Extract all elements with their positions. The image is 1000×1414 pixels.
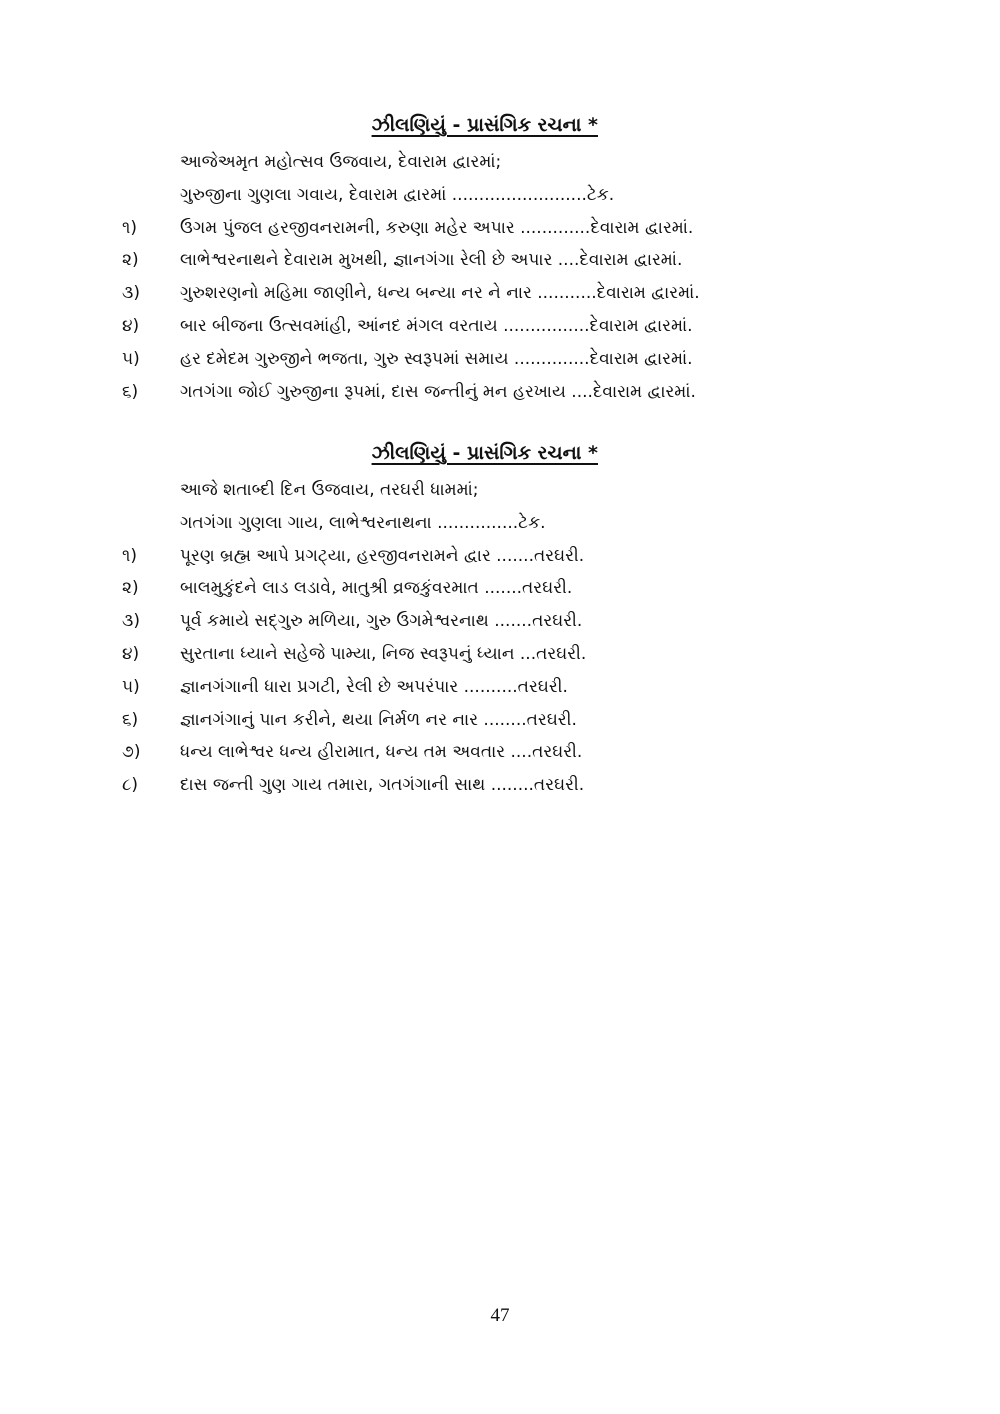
verse-text: પૂર્વ કમાયે સદ્ગુરુ મળિયા, ગુરુ ઉગમેશ્વરનાથ .......તરઘરી. [180,611,583,632]
verse-line [0,310,1000,343]
verse-text: ધન્ય લાભેશ્વર ધન્ય હીરામાત, ધન્ય તમ અવતાર ....તરઘરી. [180,742,583,763]
section-2 [0,442,1000,802]
intro-line [0,507,1000,540]
verse-number: ૩) [122,283,140,304]
verse-text: ગુરુશરણનો મહિમા જાણીને, ધન્ય બન્યા નર ને નાર ...........દેવારામ દ્વારમાં. [180,283,700,304]
verse-number: ૮) [122,775,138,796]
verse-number: ૫) [122,348,140,369]
intro-line [0,179,1000,212]
verse-number: ૪) [122,315,140,336]
verse-line [0,638,1000,671]
verse-text: જ્ઞાનગંગાની ધારા પ્રગટી, રેલી છે અપરંપાર ..........તરઘરી. [180,676,568,697]
verse-text: હર દમેદમ ગુરુજીને ભજતા, ગુરુ સ્વરૂપમાં સમાય ..............દેવારામ દ્વારમાં. [180,348,693,369]
section-1 [0,114,1000,408]
page-number: 47 [490,1305,510,1326]
verse-text: બાલમુકુંદને લાડ લડાવે, માતુશ્રી વ્રજકુંવરમાત .......તરઘરી. [180,578,573,599]
verse-number: ૨) [122,578,139,599]
verse-line [0,736,1000,769]
intro-line [0,474,1000,507]
verse-number: ૨) [122,250,139,271]
verse-line [0,605,1000,638]
verse-text: લાભેશ્વરનાથને દેવારામ મુખથી, જ્ઞાનગંગા રેલી છે અપાર ....દેવારામ દ્વારમાં. [180,250,683,271]
section-title: ઝીલણિયું - પ્રાસંગિક રચના * [371,442,598,464]
section-title: ઝીલણિયું - પ્રાસંગિક રચના * [371,114,598,136]
verse-number: ૧) [122,217,137,238]
verse-line [0,572,1000,605]
intro-text: આજેઅમૃત મહોત્સવ ઉજવાય, દેવારામ દ્વારમાં; [180,152,502,172]
verse-line [0,540,1000,573]
verse-text: દાસ જન્તી ગુણ ગાય તમારા, ગતગંગાની સાથ ........તરઘરી. [180,775,585,796]
verse-line [0,769,1000,802]
verse-text: ગતગંગા જોઈ ગુરુજીના રૂપમાં, દાસ જન્તીનું મન હરખાય ....દેવારામ દ્વારમાં. [180,381,696,402]
verse-text: સુરતાના ધ્યાને સહેજે પામ્યા, નિજ સ્વરૂપનું ધ્યાન ...તરઘરી. [180,643,587,664]
intro-line [0,146,1000,179]
verse-text: બાર બીજના ઉત્સવમાંહી, આંનદ મંગલ વરતાય ................દેવારામ દ્વારમાં. [180,315,693,336]
verse-line [0,277,1000,310]
verse-number: ૧) [122,545,137,566]
section-heading [0,114,1000,146]
section-heading [0,442,1000,474]
verse-line [0,343,1000,376]
verse-line [0,671,1000,704]
verse-number: ૩) [122,611,140,632]
verse-line [0,376,1000,409]
verse-number: ૬) [122,709,139,730]
verse-text: ઉગમ પુંજલ હરજીવનરામની, કરુણા મહેર અપાર .............દેવારામ દ્વારમાં. [180,217,694,238]
intro-text: ગતગંગા ગુણલા ગાય, લાભેશ્વરનાથના ...............ટેક. [180,512,546,533]
intro-text: આજે શતાબ્દી દિન ઉજવાય, તરઘરી ધામમાં; [180,480,479,500]
verse-line [0,704,1000,737]
verse-line [0,212,1000,245]
verse-number: ૪) [122,643,140,664]
verse-number: ૬) [122,381,139,402]
verse-number: ૭) [122,742,141,763]
verse-line [0,244,1000,277]
verse-text: જ્ઞાનગંગાનું પાન કરીને, થયા નિર્મળ નર નાર ........તરઘરી. [180,709,577,730]
verse-number: ૫) [122,676,140,697]
verse-text: પૂરણ બ્રહ્મ આપે પ્રગટ્યા, હરજીવનરામને દ્વાર .......તરઘરી. [180,545,585,566]
intro-text: ગુરુજીના ગુણલા ગવાય, દેવારામ દ્વારમાં .........................ટેક. [180,184,615,205]
